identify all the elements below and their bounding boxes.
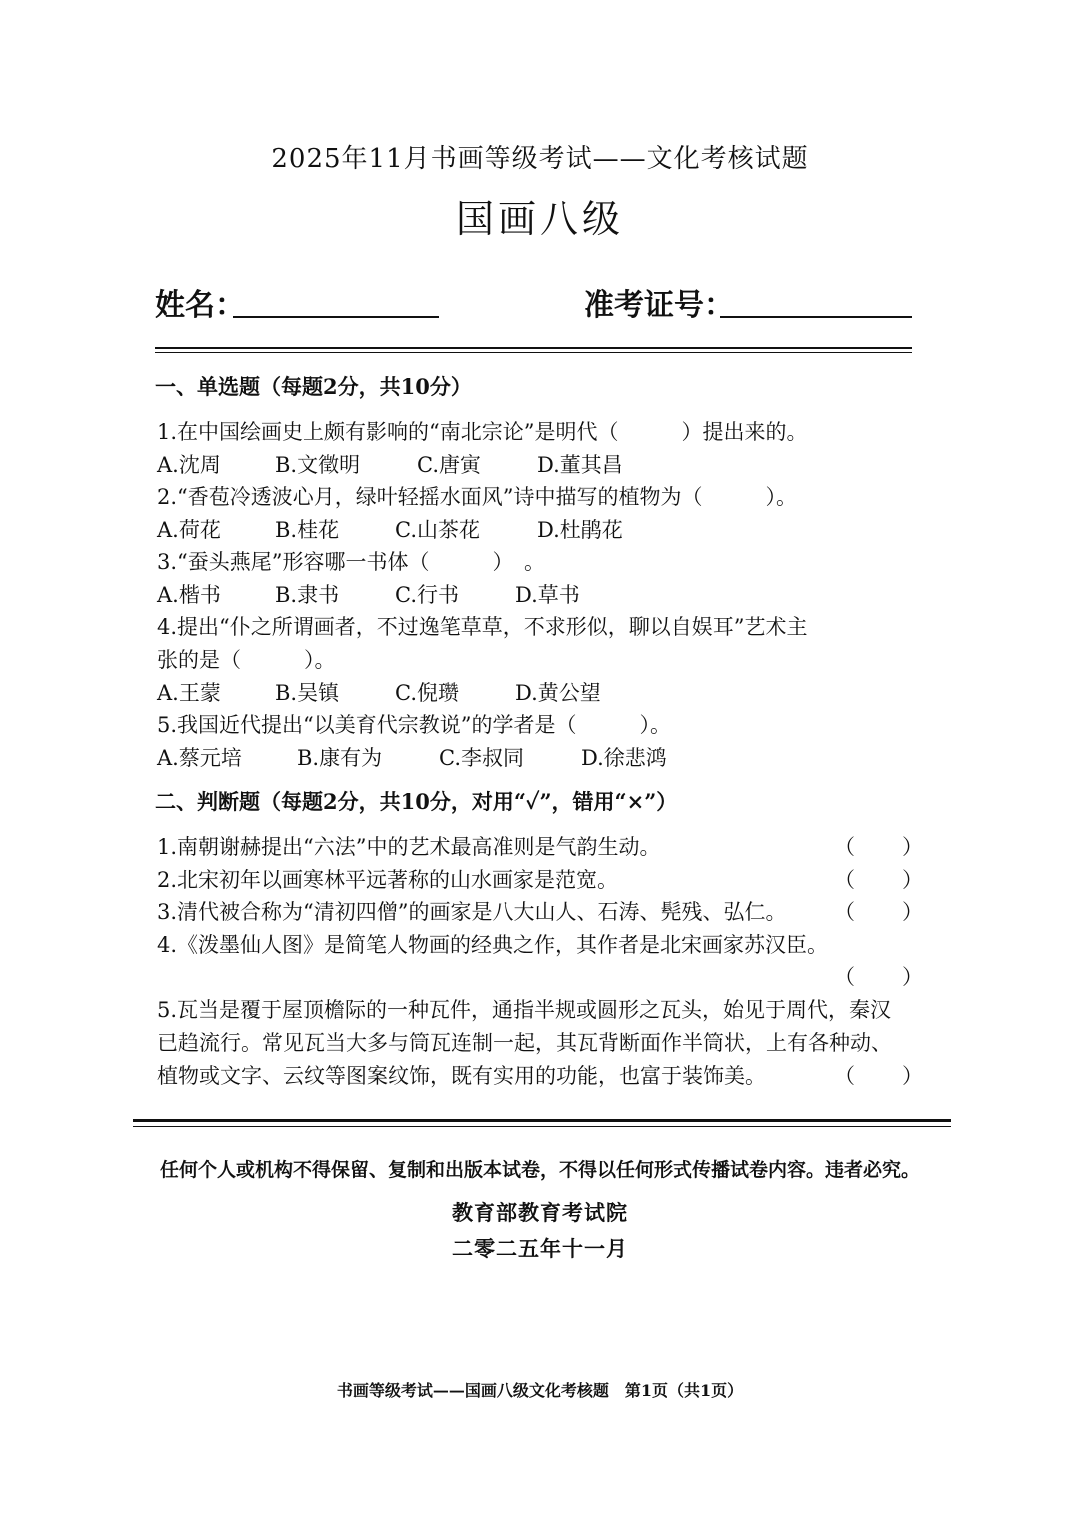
judge-item-4: 4.《泼墨仙人图》是简笔人物画的经典之作，其作者是北宋画家苏汉臣。 — [157, 933, 829, 957]
question-4: 4.提出“仆之所谓画者，不过逸笔草草，不求形似，聊以自娱耳”艺术主 — [157, 615, 808, 639]
question-3-options — [157, 579, 917, 609]
judge-item-3: 3.清代被合称为“清初四僧”的画家是八大山人、石涛、髡残、弘仁。 — [157, 900, 787, 924]
option-d: D.徐悲鸿 — [581, 746, 667, 770]
footer-divider-thin — [133, 1126, 951, 1127]
judge-item-5-line-3: 植物或文字、云纹等图案纹饰，既有实用的功能，也富于装饰美。 — [157, 1064, 766, 1088]
issuer-org: 教育部教育考试院 — [452, 1200, 628, 1225]
option-d: D.杜鹃花 — [537, 518, 623, 542]
name-label: 姓名： — [155, 288, 245, 323]
option-a: A.王蒙 — [157, 681, 221, 705]
question-5: 5.我国近代提出“以美育代宗教说”的学者是（ ）。 — [157, 713, 672, 737]
option-a: A.蔡元培 — [157, 746, 242, 770]
judge-item-1: 1.南朝谢赫提出“六法”中的艺术最高准则是气韵生动。 — [157, 835, 661, 859]
question-3: 3.“蚕头燕尾”形容哪一书体（ ） 。 — [157, 550, 546, 574]
option-b: B.桂花 — [275, 518, 340, 542]
option-b: B.隶书 — [275, 583, 340, 607]
option-d: D.草书 — [515, 583, 580, 607]
page-footer: 书画等级考试——国画八级文化考核题 第1页（共1页） — [336, 1381, 744, 1400]
option-b: B.吴镇 — [275, 681, 340, 705]
option-a: A.楷书 — [157, 583, 221, 607]
question-5-options — [157, 742, 917, 772]
ticket-number-field[interactable] — [720, 316, 912, 318]
footer-divider — [133, 1119, 951, 1122]
judge-item-2: 2.北宋初年以画寒林平远著称的山水画家是范宽。 — [157, 868, 619, 892]
question-1: 1.在中国绘画史上颇有影响的“南北宗论”是明代（ ）提出来的。 — [157, 420, 808, 444]
question-2: 2.“香苞冷透波心月，绿叶轻摇水面风”诗中描写的植物为（ ）。 — [157, 485, 798, 509]
option-c: C.倪瓒 — [395, 681, 459, 705]
name-field[interactable] — [233, 316, 439, 318]
option-d: D.黄公望 — [515, 681, 601, 705]
judge-item-5-line-2: 已趋流行。常见瓦当大多与筒瓦连制一起，其瓦背断面作半筒状，上有各种动、 — [157, 1031, 892, 1055]
question-1-options — [157, 449, 917, 479]
judge-item-5-line-1: 5.瓦当是覆于屋顶檐际的一种瓦件，通指半规或圆形之瓦头，始见于周代，秦汉 — [157, 998, 892, 1022]
section-1-title: 一、单选题（每题2分，共10分） — [155, 374, 472, 399]
option-b: B.文徵明 — [275, 453, 361, 477]
option-a: A.沈周 — [157, 453, 221, 477]
exam-title: 2025年11月书画等级考试——文化考核试题 — [271, 144, 809, 174]
question-2-options — [157, 514, 917, 544]
option-b: B.康有为 — [297, 746, 383, 770]
question-4-cont: 张的是（ ）。 — [157, 648, 336, 672]
section-2-title: 二、判断题（每题2分，共10分，对用“✓”，错用“×”） — [155, 789, 678, 814]
question-4-options — [157, 677, 917, 707]
copyright-notice: 任何个人或机构不得保留、复制和出版本试卷，不得以任何形式传播试卷内容。违者必究。 — [159, 1159, 920, 1181]
option-c: C.唐寅 — [417, 453, 481, 477]
header-divider — [155, 347, 912, 349]
header-divider-thin — [155, 352, 912, 353]
issue-date: 二零二五年十一月 — [452, 1236, 628, 1261]
ticket-number-label: 准考证号： — [584, 288, 734, 323]
subject-title: 国画八级 — [455, 197, 624, 241]
option-d: D.董其昌 — [537, 453, 623, 477]
option-c: C.山茶花 — [395, 518, 480, 542]
option-a: A.荷花 — [157, 518, 221, 542]
option-c: C.李叔同 — [439, 746, 524, 770]
option-c: C.行书 — [395, 583, 459, 607]
